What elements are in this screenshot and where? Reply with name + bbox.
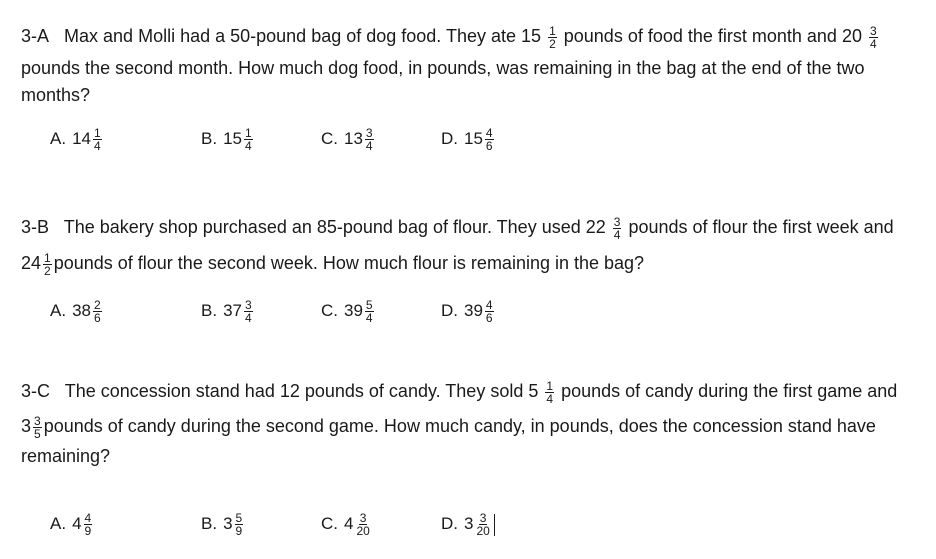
choice-3b-d[interactable]: D. 39 $\frac{4}{6}$ xyxy=(441,298,493,326)
problem-3a-line2: pounds the second month. How much dog food, in pounds, was remaining in the bag at the end of the two xyxy=(21,58,865,78)
text-cursor xyxy=(494,514,495,536)
fraction: $\frac{3}{4}$ xyxy=(870,23,877,51)
problem-text: pounds of candy during the first game and xyxy=(561,381,898,401)
choice-3c-d[interactable]: D. 3 $\frac{3}{20}$ xyxy=(441,512,495,537)
choice-3b-c[interactable]: C. 39 $\frac{5}{4}$ xyxy=(321,298,373,326)
fraction: $\frac{1}{2}$ xyxy=(44,250,51,278)
fraction: $\frac{1}{4}$ xyxy=(546,378,554,406)
problem-3c-line3: remaining? xyxy=(21,446,111,466)
choice-3a-a[interactable]: A. 14 $\frac{1}{4}$ xyxy=(50,126,101,154)
fraction: $\frac{2}{6}$ xyxy=(93,298,101,326)
fraction: $\frac{1}{4}$ xyxy=(93,126,101,154)
fraction: $\frac{5}{4}$ xyxy=(365,298,373,326)
fraction: $\frac{3}{4}$ xyxy=(365,126,373,154)
problem-text: The bakery shop purchased an 85-pound bag of flour. They used 22 xyxy=(63,217,606,237)
fraction: $\frac{3}{5}$ xyxy=(34,413,41,441)
fraction: $\frac{3}{4}$ xyxy=(244,298,252,326)
choice-3b-a[interactable]: A. 38 $\frac{2}{6}$ xyxy=(50,298,101,326)
fraction: $\frac{3}{20}$ xyxy=(356,511,370,539)
fraction: $\frac{4}{6}$ xyxy=(485,298,493,326)
problem-3c-line1 xyxy=(21,379,897,405)
problem-id: 3-C xyxy=(21,381,51,401)
fraction: $\frac{3}{4}$ xyxy=(613,214,621,242)
choice-3a-b[interactable]: B. 15 $\frac{1}{4}$ xyxy=(201,126,252,154)
fraction: $\frac{5}{9}$ xyxy=(235,511,243,539)
problem-3c-line2: 3 $\frac{3}{5}$ pounds of candy during the second game. How much candy, in pounds, does the concession stand have xyxy=(21,413,876,441)
problem-3a-line3: months? xyxy=(21,85,91,105)
problem-id: 3-A xyxy=(21,26,50,46)
choice-3c-c[interactable]: C. 4 $\frac{3}{20}$ xyxy=(321,511,370,539)
problem-3b-line2: 24 $\frac{1}{2}$ pounds of flour the second week. How much flour is remaining in the bag? xyxy=(21,250,645,278)
fraction: $\frac{4}{9}$ xyxy=(84,511,92,539)
fraction: $\frac{1}{2}$ xyxy=(549,23,556,51)
fraction: $\frac{3}{20}$ xyxy=(476,511,490,539)
problem-text: pounds of food the first month and 20 xyxy=(563,26,862,46)
problem-3a-line1 xyxy=(21,24,880,50)
problem-text: pounds of flour the first week and xyxy=(628,217,894,237)
problem-3b-line1 xyxy=(21,215,894,241)
fraction: $\frac{4}{6}$ xyxy=(485,126,493,154)
problem-text: Max and Molli had a 50-pound bag of dog food. They ate 15 xyxy=(64,26,542,46)
problem-id: 3-B xyxy=(21,217,50,237)
choice-3c-b[interactable]: B. 3 $\frac{5}{9}$ xyxy=(201,511,243,539)
choice-3c-a[interactable]: A. 4 $\frac{4}{9}$ xyxy=(50,511,92,539)
problem-text: The concession stand had 12 pounds of candy. They sold 5 xyxy=(64,381,539,401)
choice-3a-c[interactable]: C. 13 $\frac{3}{4}$ xyxy=(321,126,373,154)
choice-3a-d[interactable]: D. 15 $\frac{4}{6}$ xyxy=(441,126,493,154)
choice-3b-b[interactable]: B. 37 $\frac{3}{4}$ xyxy=(201,298,252,326)
fraction: $\frac{1}{4}$ xyxy=(244,126,252,154)
